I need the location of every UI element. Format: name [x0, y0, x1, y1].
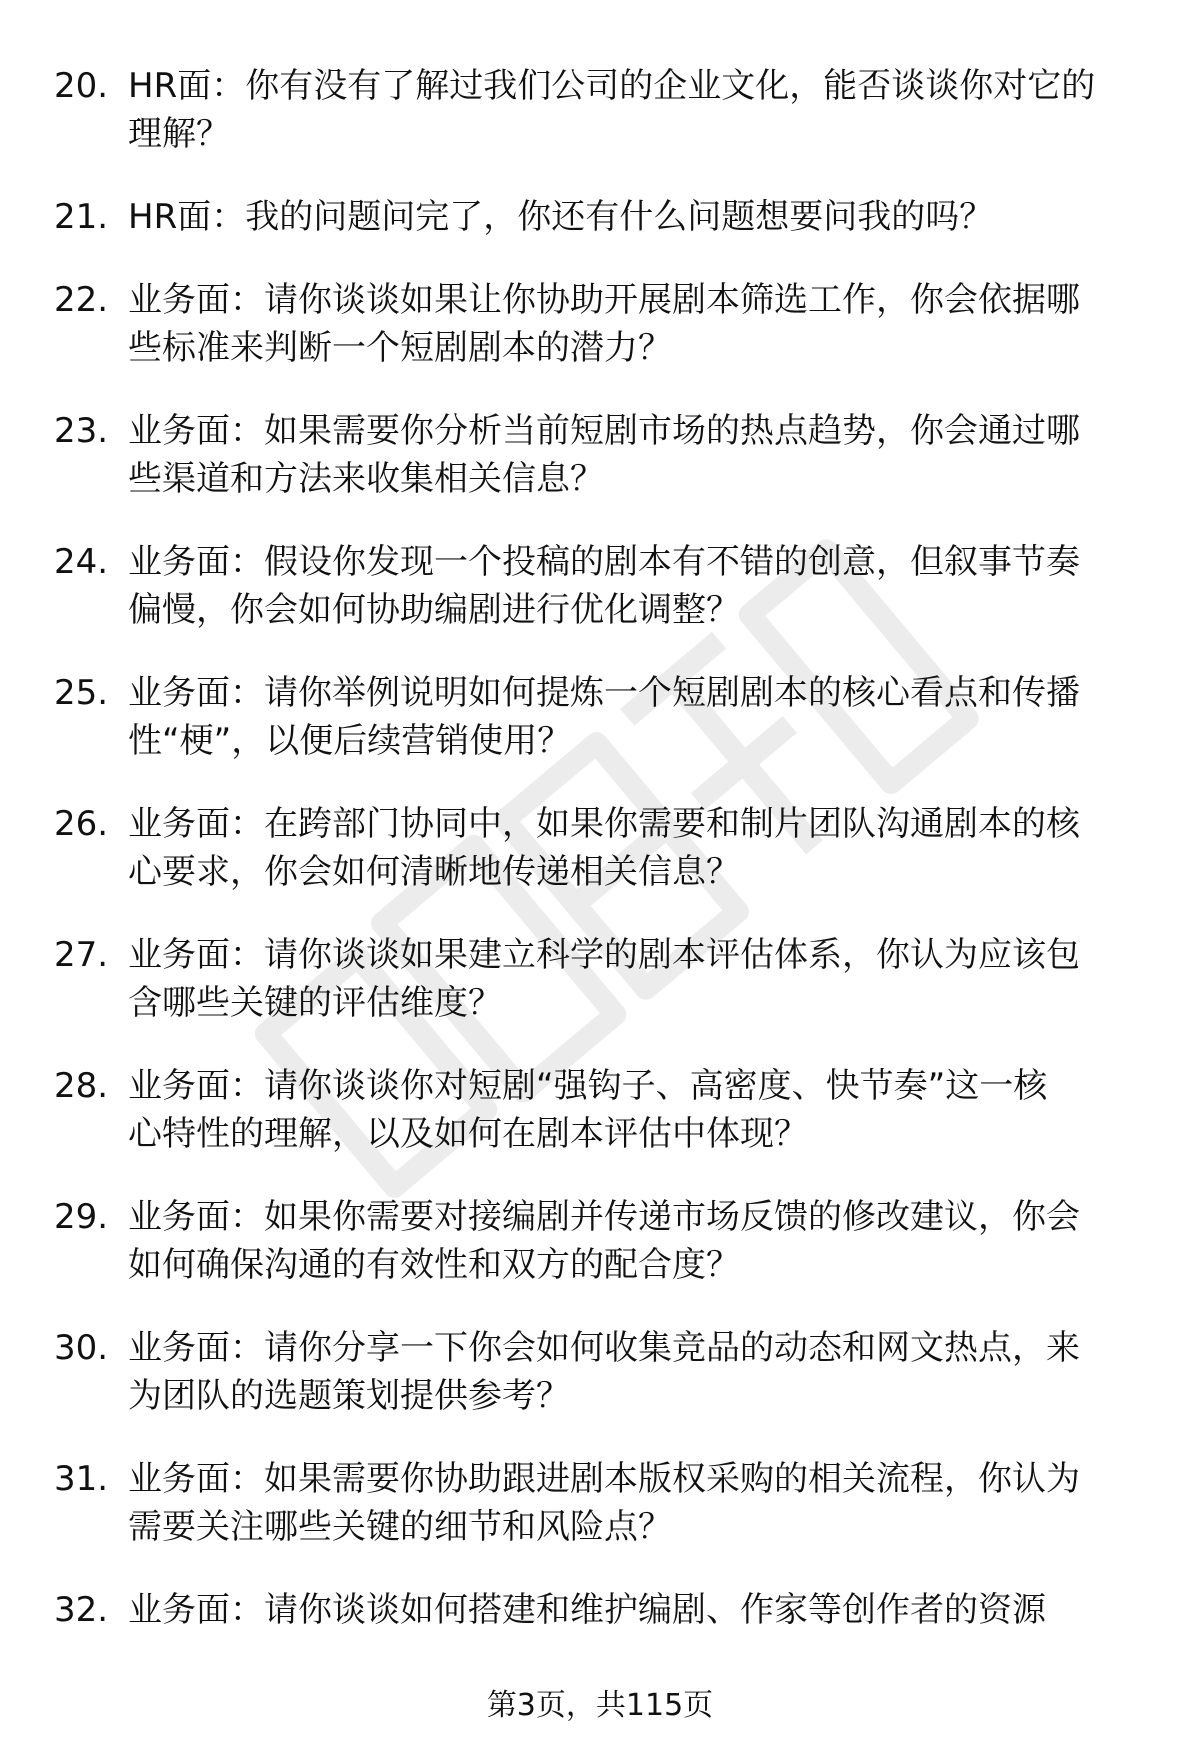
question-list — [0, 62, 1200, 1646]
question-line-2: 需要关注哪些关键的细节和风险点？ — [128, 1507, 672, 1547]
question-item — [0, 1586, 1200, 1646]
question-number: 25. — [54, 673, 109, 713]
question-text — [128, 538, 1148, 634]
question-number: 24. — [54, 542, 109, 582]
question-line-1: 业务面：请你谈谈如果建立科学的剧本评估体系，你认为应该包 — [128, 935, 1080, 975]
question-number: 22. — [54, 280, 109, 320]
question-line-1: 业务面：如果需要你协助跟进剧本版权采购的相关流程，你认为 — [128, 1459, 1080, 1499]
question-number: 26. — [54, 804, 109, 844]
question-item — [0, 193, 1200, 276]
question-line-1: 业务面：在跨部门协同中，如果你需要和制片团队沟通剧本的核 — [128, 804, 1080, 844]
question-number: 20. — [54, 66, 109, 106]
question-line-1: 业务面：如果需要你分析当前短剧市场的热点趋势，你会通过哪 — [128, 411, 1080, 451]
question-text — [128, 931, 1148, 1027]
question-line-1: 业务面：请你谈谈你对短剧“强钩子、高密度、快节奏”这一核 — [128, 1066, 1048, 1106]
question-number: 31. — [54, 1459, 109, 1499]
question-item — [0, 62, 1200, 193]
question-text — [128, 1062, 1148, 1158]
question-line-2: 性“梗”，以便后续营销使用？ — [128, 721, 572, 761]
question-item — [0, 1193, 1200, 1324]
question-item — [0, 1455, 1200, 1586]
question-text — [128, 1586, 1148, 1634]
question-item — [0, 931, 1200, 1062]
question-line-1: 业务面：请你分享一下你会如何收集竞品的动态和网文热点，来 — [128, 1328, 1080, 1368]
question-line-2: 些渠道和方法来收集相关信息？ — [128, 459, 604, 499]
question-number: 21. — [54, 197, 109, 237]
question-line-1: HR面：你有没有了解过我们公司的企业文化，能否谈谈你对它的 — [128, 66, 1096, 106]
question-item — [0, 669, 1200, 800]
question-line-2: 心特性的理解，以及如何在剧本评估中体现？ — [128, 1114, 808, 1154]
question-item — [0, 800, 1200, 931]
question-item — [0, 1062, 1200, 1193]
question-line-2: 心要求，你会如何清晰地传递相关信息？ — [128, 852, 740, 892]
question-line-2: 为团队的选题策划提供参考？ — [128, 1376, 570, 1416]
question-line-1: 业务面：请你谈谈如果让你协助开展剧本筛选工作，你会依据哪 — [128, 280, 1080, 320]
question-text — [128, 669, 1148, 765]
question-number: 27. — [54, 935, 109, 975]
question-number: 32. — [54, 1590, 109, 1630]
question-line-2: 些标准来判断一个短剧剧本的潜力？ — [128, 328, 672, 368]
question-text — [128, 800, 1148, 896]
question-number: 23. — [54, 411, 109, 451]
question-text — [128, 62, 1148, 158]
question-text — [128, 407, 1148, 503]
question-line-1: 业务面：如果你需要对接编剧并传递市场反馈的修改建议，你会 — [128, 1197, 1080, 1237]
question-text — [128, 1324, 1148, 1420]
question-line-2: 理解？ — [128, 114, 230, 154]
question-item — [0, 1324, 1200, 1455]
question-text — [128, 1193, 1148, 1289]
question-line-2: 含哪些关键的评估维度？ — [128, 983, 502, 1023]
page-number-footer: 第3页，共115页 — [486, 1688, 714, 1723]
question-line-1: 业务面：假设你发现一个投稿的剧本有不错的创意，但叙事节奏 — [128, 542, 1080, 582]
question-line-2: 如何确保沟通的有效性和双方的配合度？ — [128, 1245, 740, 1285]
question-text — [128, 276, 1148, 372]
question-line-1: 业务面：请你举例说明如何提炼一个短剧剧本的核心看点和传播 — [128, 673, 1080, 713]
question-line-1: HR面：我的问题问完了，你还有什么问题想要问我的吗？ — [128, 197, 994, 237]
question-item — [0, 538, 1200, 669]
question-number: 30. — [54, 1328, 109, 1368]
question-line-2: 偏慢，你会如何协助编剧进行优化调整？ — [128, 590, 740, 630]
question-item — [0, 276, 1200, 407]
question-line-1: 业务面：请你谈谈如何搭建和维护编剧、作家等创作者的资源 — [128, 1590, 1046, 1630]
question-number: 28. — [54, 1066, 109, 1106]
question-text — [128, 193, 1148, 241]
question-item — [0, 407, 1200, 538]
question-number: 29. — [54, 1197, 109, 1237]
question-text — [128, 1455, 1148, 1551]
